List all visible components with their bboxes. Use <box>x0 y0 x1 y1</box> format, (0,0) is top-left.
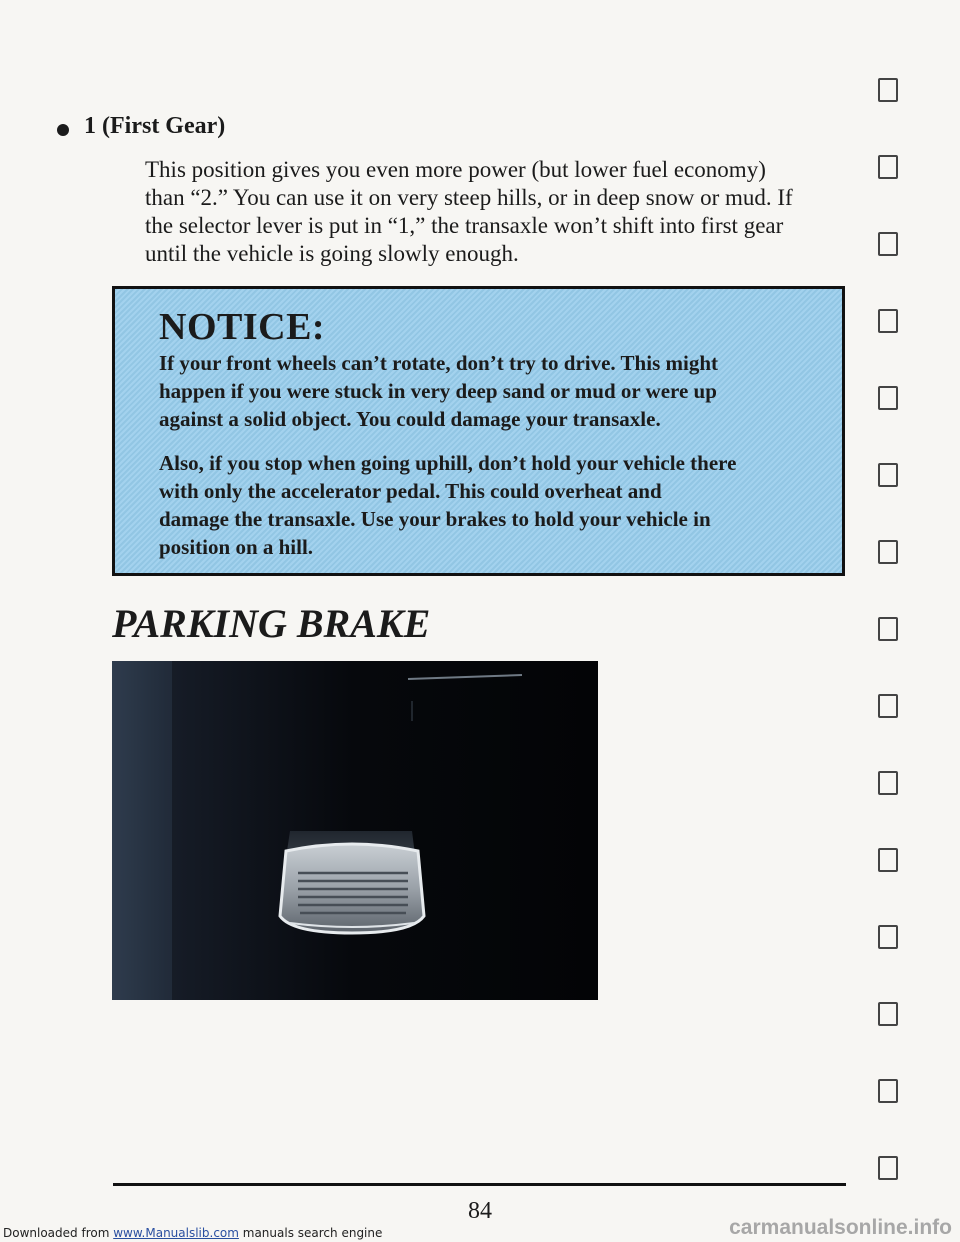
tab-mark <box>878 540 898 564</box>
notice-line: with only the accelerator pedal. This could overheat and <box>159 479 662 503</box>
section-title-parking-brake: PARKING BRAKE <box>112 601 431 646</box>
tab-mark <box>878 1002 898 1026</box>
notice-box <box>112 286 845 576</box>
tab-mark <box>878 1156 898 1180</box>
notice-title: NOTICE: <box>159 306 326 348</box>
paragraph-line: the selector lever is put in “1,” the transaxle won’t shift into first gear <box>145 213 784 238</box>
first-gear-paragraph <box>145 156 845 268</box>
tab-mark <box>878 463 898 487</box>
tab-mark <box>878 925 898 949</box>
notice-line: Also, if you stop when going uphill, don’t hold your vehicle there <box>159 451 737 475</box>
paragraph-line: than “2.” You can use it on very steep hills, or in deep snow or mud. If <box>145 185 793 210</box>
page-number: 84 <box>468 1198 492 1224</box>
notice-paragraph-1 <box>159 349 839 433</box>
margin-tab-marks <box>878 78 898 1233</box>
tab-mark <box>878 155 898 179</box>
tab-mark <box>878 771 898 795</box>
tab-mark <box>878 848 898 872</box>
manualslib-link[interactable]: www.Manualslib.com <box>113 1226 239 1240</box>
section-heading-first-gear: 1 (First Gear) <box>84 113 226 139</box>
notice-line: damage the transaxle. Use your brakes to hold your vehicle in <box>159 507 711 531</box>
bullet-icon <box>57 124 69 136</box>
tab-mark <box>878 232 898 256</box>
notice-line: position on a hill. <box>159 535 314 559</box>
credit-suffix: manuals search engine <box>238 1226 383 1240</box>
tab-mark <box>878 694 898 718</box>
notice-line: happen if you were stuck in very deep sand or mud or were up <box>159 379 717 403</box>
credit-prefix: Downloaded from <box>3 1226 114 1240</box>
paragraph-line: This position gives you even more power (but lower fuel economy) <box>145 157 766 182</box>
notice-paragraph-2 <box>159 449 839 561</box>
notice-line: against a solid object. You could damage your transaxle. <box>159 407 661 431</box>
tab-mark <box>878 386 898 410</box>
tab-mark <box>878 617 898 641</box>
paragraph-line: until the vehicle is going slowly enough. <box>145 241 519 266</box>
footer-rule <box>113 1183 846 1186</box>
download-credit <box>3 1226 382 1240</box>
parking-brake-pedal-photo <box>112 661 598 1000</box>
notice-line: If your front wheels can’t rotate, don’t try to drive. This might <box>159 351 718 375</box>
tab-mark <box>878 78 898 102</box>
tab-mark <box>878 309 898 333</box>
tab-mark <box>878 1079 898 1103</box>
watermark: carmanualsonline.info <box>729 1216 952 1239</box>
